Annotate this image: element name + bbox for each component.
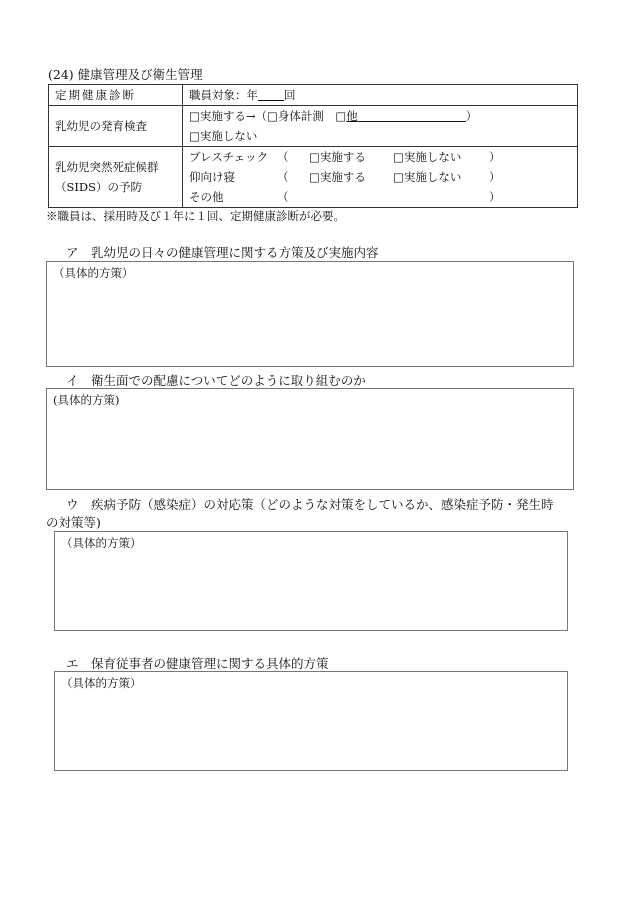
sids-item	[183, 147, 577, 167]
growth-close-paren: ）	[465, 109, 478, 123]
section-title: (24) 健康管理及び衛生管理	[48, 67, 203, 82]
answer-box-i[interactable]	[46, 388, 574, 490]
sids-option-implement[interactable]: □実施する	[309, 170, 366, 184]
checkup-text-suffix: 回	[284, 88, 296, 102]
answer-box-a[interactable]	[46, 261, 574, 367]
table-row	[49, 106, 578, 147]
health-management-table	[48, 84, 578, 208]
sids-item	[183, 187, 577, 207]
sids-item-close: ）	[489, 150, 501, 164]
sids-label-line2: （SIDS）の予防	[55, 180, 143, 194]
answer-box-e[interactable]	[54, 671, 568, 771]
section-heading-a: ア 乳幼児の日々の健康管理に関する方策及び実施内容	[66, 245, 379, 260]
sids-item-close: ）	[489, 170, 501, 184]
box-label: （具体的方策）	[53, 266, 134, 280]
health-checkup-note: ※職員は、採用時及び１年に１回、定期健康診断が必要。	[46, 209, 345, 223]
sids-item	[183, 167, 577, 187]
sids-item-open: （	[277, 150, 289, 164]
section-heading-u-line1: ウ 疾病予防（感染症）の対応策（どのような対策をしているか、感染症予防・発生時	[66, 497, 554, 512]
growth-other-blank[interactable]	[358, 108, 466, 122]
section-heading-u-line2: の対策等)	[46, 515, 101, 530]
sids-item-close: ）	[489, 190, 501, 204]
section-heading-e: エ 保育従事者の健康管理に関する具体的方策	[66, 656, 329, 671]
growth-option-not-implemented[interactable]: □実施しない	[189, 129, 258, 143]
checkup-text-prefix: 職員対象：年	[189, 88, 258, 102]
growth-option-line1[interactable]: □実施する→（□身体計測 □	[189, 109, 347, 123]
sids-option-implement[interactable]: □実施する	[309, 150, 366, 164]
row-label-health-checkup: 定期健康診断	[49, 85, 183, 106]
sids-option-not-implement[interactable]: □実施しない	[393, 150, 462, 164]
row-label-sids	[49, 147, 183, 208]
section-heading-i: イ 衛生面での配慮についてどのように取り組むのか	[66, 373, 366, 388]
sids-label-line1: 乳幼児突然死症候群	[55, 160, 159, 174]
box-label: (具体的方策)	[53, 393, 120, 407]
table-row	[49, 85, 578, 106]
sids-option-not-implement[interactable]: □実施しない	[393, 170, 462, 184]
row-value-growth-check	[183, 106, 578, 147]
row-value-health-checkup	[183, 85, 578, 106]
sids-item-open: （	[277, 170, 289, 184]
sids-item-name: ブレスチェック	[189, 150, 269, 164]
table-row	[49, 147, 578, 208]
checkup-count-blank[interactable]	[258, 87, 284, 101]
sids-item-name: その他	[189, 190, 224, 204]
sids-item-open: （	[277, 190, 289, 204]
growth-other-label: 他	[346, 109, 358, 123]
box-label: （具体的方策）	[61, 676, 142, 690]
row-value-sids	[183, 147, 578, 208]
row-label-growth-check: 乳幼児の発育検査	[49, 106, 183, 147]
box-label: （具体的方策）	[61, 536, 142, 550]
sids-item-name: 仰向け寝	[189, 170, 235, 184]
answer-box-u[interactable]	[54, 531, 568, 631]
